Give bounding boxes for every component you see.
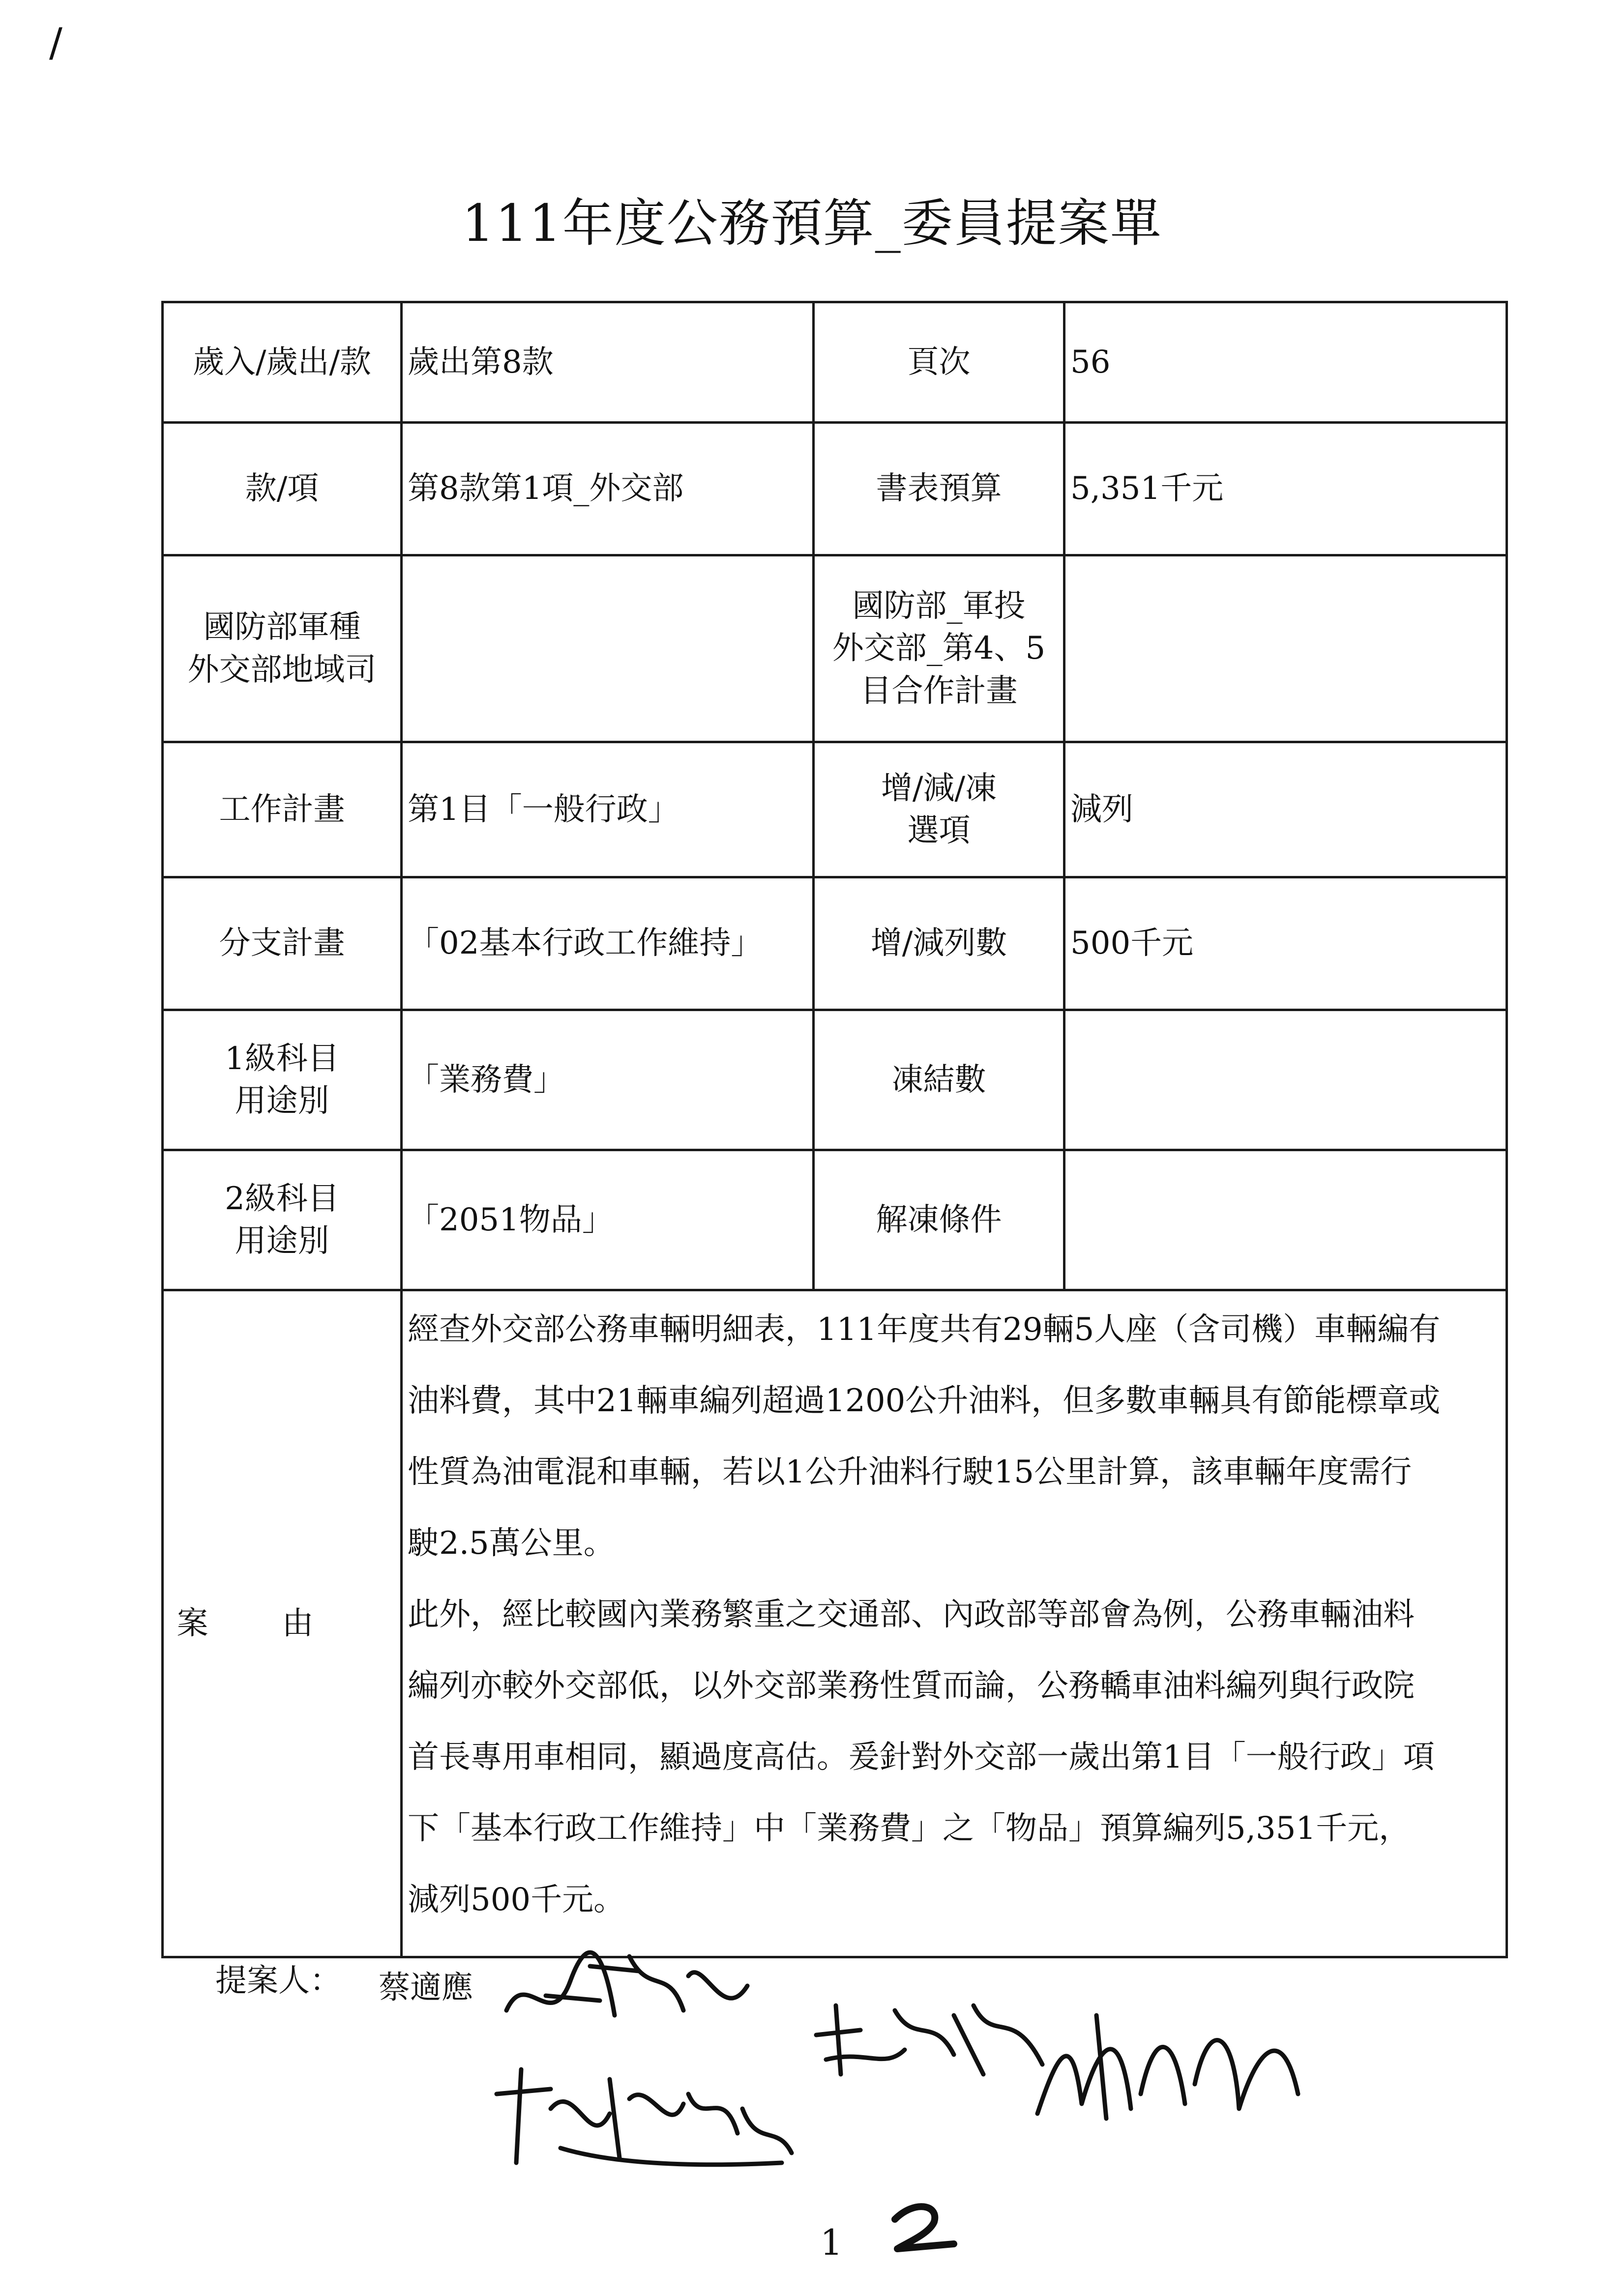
label-department-line1: 國防部軍種 <box>203 609 361 646</box>
label-cooperation-line2: 外交部_第4、5 <box>832 630 1046 667</box>
proposer-label: 提案人： <box>215 1963 341 1999</box>
reason-line: 性質為油電混和車輛，若以1公升油料行駛15公里計算，該車輛年度需行 <box>408 1454 1412 1490</box>
reason-line: 下「基本行政工作維持」中「業務費」之「物品」預算編列5,351千元， <box>408 1810 1411 1847</box>
row-account <box>163 302 1507 423</box>
value-option: 減列 <box>1064 742 1507 877</box>
label-cooperation-plan <box>814 555 1064 742</box>
label-department-line2: 外交部地域司 <box>187 651 377 688</box>
page-number: 1 <box>820 2222 843 2263</box>
label-level1-line1: 1級科目 <box>225 1040 339 1077</box>
row-branch-plan <box>163 877 1507 1010</box>
reason-line: 駛2.5萬公里。 <box>408 1525 615 1562</box>
label-level2-line2: 用途別 <box>235 1223 329 1259</box>
reason-line: 油料費，其中21輛車編列超過1200公升油料，但多數車輛具有節能標章或 <box>408 1383 1441 1419</box>
label-level2-line1: 2級科目 <box>225 1180 339 1217</box>
label-account: 歲入/歲出/款 <box>163 302 402 423</box>
label-option-line1: 增/減/凍 <box>881 770 997 807</box>
reason-text <box>402 1290 1507 1957</box>
value-change-amount: 500千元 <box>1064 877 1507 1010</box>
label-book-budget: 書表預算 <box>814 423 1064 555</box>
value-page: 56 <box>1064 302 1507 423</box>
value-level1-subject: 「業務費」 <box>402 1010 814 1150</box>
value-frozen-amount <box>1064 1010 1507 1150</box>
row-level2-subject <box>163 1150 1507 1290</box>
label-level1-line2: 用途別 <box>235 1083 329 1119</box>
label-unfreeze-condition: 解凍條件 <box>814 1150 1064 1290</box>
signature-2-image <box>806 1976 1062 2089</box>
reason-line: 經查外交部公務車輛明細表，111年度共有29輛5人座（含司機）車輛編有 <box>408 1311 1441 1348</box>
page-title: 111年度公務預算_委員提案單 <box>462 193 1162 253</box>
handwritten-page-number-image <box>885 2197 964 2256</box>
corner-mark: / <box>49 20 62 65</box>
value-book-budget: 5,351千元 <box>1064 423 1507 555</box>
label-branch-plan: 分支計畫 <box>163 877 402 1010</box>
row-department <box>163 555 1507 742</box>
row-work-plan <box>163 742 1507 877</box>
reason-line: 減列500千元。 <box>408 1882 625 1918</box>
label-reason <box>163 1290 402 1957</box>
value-account: 歲出第8款 <box>402 302 814 423</box>
reason-line: 首長專用車相同，顯過度高估。爰針對外交部一歲出第1目「一般行政」項 <box>408 1739 1435 1775</box>
row-level1-subject <box>163 1010 1507 1150</box>
label-level2-subject <box>163 1150 402 1290</box>
signature-3-image <box>1028 1996 1313 2143</box>
label-option <box>814 742 1064 877</box>
proposer-name: 蔡適應 <box>379 1970 473 2006</box>
reason-line: 編列亦較外交部低，以外交部業務性質而論，公務轎車油料編列與行政院 <box>408 1668 1415 1704</box>
row-item <box>163 423 1507 555</box>
value-branch-plan: 「02基本行政工作維持」 <box>402 877 814 1010</box>
value-item: 第8款第1項_外交部 <box>402 423 814 555</box>
label-cooperation-line1: 國防部_軍投 <box>852 587 1026 624</box>
value-department <box>402 555 814 742</box>
reason-line: 此外，經比較國內業務繁重之交通部、內政部等部會為例，公務車輛油料 <box>408 1597 1415 1633</box>
row-reason <box>163 1290 1507 1957</box>
label-frozen-amount: 凍結數 <box>814 1010 1064 1150</box>
label-department <box>163 555 402 742</box>
value-unfreeze-condition <box>1064 1150 1507 1290</box>
proposal-form-table <box>161 301 1508 1958</box>
label-cooperation-line3: 目合作計畫 <box>860 672 1018 709</box>
label-reason-text: 案由 <box>177 1605 387 1642</box>
signature-4-image <box>487 2050 801 2178</box>
value-work-plan: 第1目「一般行政」 <box>402 742 814 877</box>
label-change-amount: 增/減列數 <box>814 877 1064 1010</box>
label-level1-subject <box>163 1010 402 1150</box>
label-option-line2: 選項 <box>907 813 971 849</box>
signature-1-image <box>492 1937 767 2050</box>
label-page: 頁次 <box>814 302 1064 423</box>
label-work-plan: 工作計畫 <box>163 742 402 877</box>
label-item: 款/項 <box>163 423 402 555</box>
value-cooperation-plan <box>1064 555 1507 742</box>
value-level2-subject: 「2051物品」 <box>402 1150 814 1290</box>
